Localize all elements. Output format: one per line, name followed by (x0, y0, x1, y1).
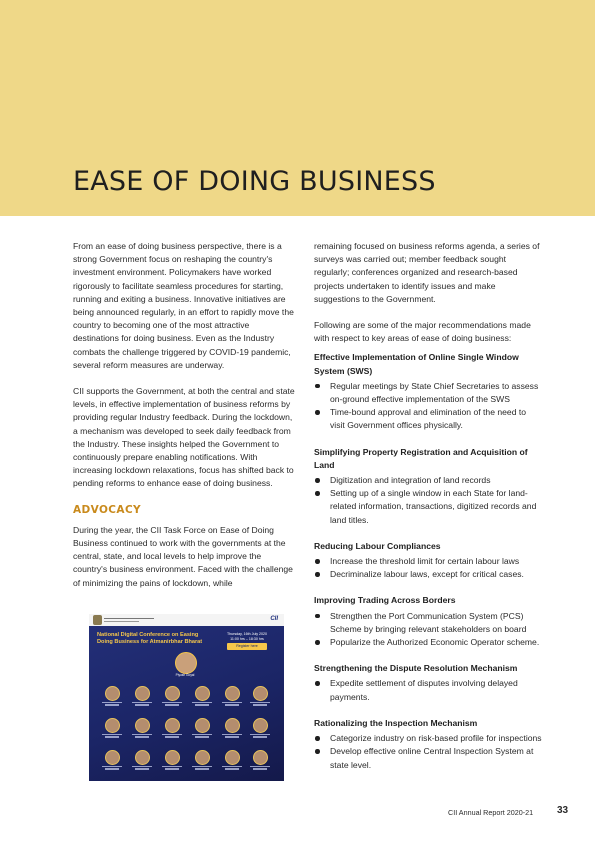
continuation-paragraph: remaining focused on business reforms agenda, a series of surveys was carried out; member feedback sought regularly; conferences organized and research-based projects undertaken to identify issues and make suggestions to the Government. (314, 241, 540, 304)
speaker-photo (195, 686, 210, 701)
speaker-photo (225, 686, 240, 701)
page-number: 33 (557, 805, 569, 816)
speaker-photo (253, 718, 268, 733)
list-item: Digitization and integration of land records (314, 474, 542, 487)
speaker-caption (128, 701, 156, 709)
list-item: Popularize the Authorized Economic Operator scheme. (314, 636, 542, 649)
speaker-photo (253, 750, 268, 765)
poster-date (216, 632, 278, 641)
recommendation-block (314, 540, 542, 582)
speaker-caption (98, 701, 126, 709)
cii-logo: CII (270, 616, 278, 622)
poster-org-text (104, 616, 154, 622)
recommendation-list (314, 474, 542, 527)
page-title: EASE OF DOING BUSINESS (73, 166, 436, 197)
recommendation-list (314, 610, 542, 650)
recommendation-title: Simplifying Property Registration and Acquisition of Land (314, 446, 528, 470)
speaker-photo (135, 750, 150, 765)
recommendations-intro: Following are some of the major recommendations made with respect to key areas of ease of doing business: (314, 320, 531, 344)
list-item: Strengthen the Port Communication System (PCS) Scheme by bringing relevant stakeholders on board (314, 610, 542, 636)
speaker-caption (188, 765, 216, 773)
recommendation-list (314, 732, 542, 772)
speaker-caption (188, 733, 216, 741)
conference-poster-image (89, 614, 284, 781)
poster-title: National Digital Conference on Easing Doing Business for Atmanirbhar Bharat (97, 632, 203, 645)
advocacy-heading: ADVOCACY (73, 503, 142, 516)
recommendation-block (314, 446, 542, 527)
speaker-photo (135, 686, 150, 701)
speaker-photo (165, 686, 180, 701)
speaker-caption (128, 733, 156, 741)
list-item: Regular meetings by State Chief Secretaries to assess on-ground effective implementation of the SWS (314, 380, 542, 406)
recommendation-block (314, 594, 542, 649)
speaker-photo (105, 718, 120, 733)
list-item: Expedite settlement of disputes involving delayed payments. (314, 677, 542, 703)
speaker-photo (195, 750, 210, 765)
speaker-caption (98, 733, 126, 741)
speaker-caption (218, 765, 246, 773)
list-item: Develop effective online Central Inspection System at state level. (314, 745, 542, 771)
footer-report-label: CII Annual Report 2020-21 (448, 808, 534, 817)
speaker-caption (218, 733, 246, 741)
right-column (314, 240, 542, 785)
speaker-caption (188, 701, 216, 709)
speaker-photo (105, 750, 120, 765)
speaker-caption (246, 765, 274, 773)
advocacy-paragraph: During the year, the CII Task Force on Ease of Doing Business continued to work with the governments at the central, state, and local levels to help improve the country's business environment. Faced with the challenge of minimizing the pains of lockdown, while (73, 524, 293, 588)
speaker-caption (246, 733, 274, 741)
intro-paragraph: From an ease of doing business perspective, there is a strong Government focus on reshaping the country's investment environment. Policymakers have worked rigorously to facilitate seamless procedures for starting, running and exiting a business. Innovative initiatives are being announced regularly, in an effort to rapidly move the country to becoming one of the most attractive destinations for doing business. Even as the Industry combats the challenge triggered by COVID-19 pandemic, several reform measures are underway. (73, 241, 294, 370)
chief-guest-name: Piyush Goyal (175, 673, 195, 677)
list-item: Setting up of a single window in each State for land-related information, transactions, digitized records and land titles. (314, 487, 542, 527)
speaker-caption (246, 701, 274, 709)
speaker-photo (165, 718, 180, 733)
chief-guest-photo (175, 652, 197, 674)
list-item: Increase the threshold limit for certain labour laws (314, 555, 542, 568)
recommendation-block (314, 717, 542, 772)
recommendation-list (314, 677, 542, 703)
speaker-photo (253, 686, 268, 701)
recommendation-title: Reducing Labour Compliances (314, 540, 441, 551)
cii-support-paragraph: CII supports the Government, at both the central and state levels, in effective implementation of business reforms by providing regular Industry feedback. During the lockdown, a mechanism was developed to seek daily feedback from the Industry. These insights helped the Government to continuously prepare enabling notifications. With increasing lockdown relaxations, focus has shifted back to pending reforms to enhance ease of doing business. (73, 386, 295, 489)
recommendation-title: Improving Trading Across Borders (314, 595, 456, 606)
poster-date-line: Thursday, 16th July 2020 (226, 632, 268, 636)
speaker-photo (165, 750, 180, 765)
emblem-icon (93, 615, 102, 625)
recommendation-title: Effective Implementation of Online Single Window System (SWS) (314, 352, 519, 376)
recommendation-title: Rationalizing the Inspection Mechanism (314, 717, 478, 728)
recommendation-title: Strengthening the Dispute Resolution Mechanism (314, 663, 518, 674)
list-item: Decriminalize labour laws, except for critical cases. (314, 568, 542, 581)
recommendation-list (314, 555, 542, 581)
list-item: Time-bound approval and elimination of the need to visit Government offices physically. (314, 406, 542, 432)
speaker-photo (225, 750, 240, 765)
list-item: Categorize industry on risk-based profile for inspections (314, 732, 542, 745)
poster-register-label: Register here (227, 643, 267, 650)
speaker-caption (158, 701, 186, 709)
speaker-caption (218, 701, 246, 709)
recommendation-block (314, 662, 542, 704)
recommendation-list (314, 380, 542, 433)
speaker-caption (158, 733, 186, 741)
speaker-photo (195, 718, 210, 733)
poster-time-line: 11:00 hrs – 18:30 hrs (230, 636, 264, 641)
speaker-caption (98, 765, 126, 773)
left-column (73, 240, 295, 603)
recommendation-block (314, 351, 542, 432)
speaker-photo (225, 718, 240, 733)
speaker-caption (158, 765, 186, 773)
speaker-photo (135, 718, 150, 733)
speaker-photo (105, 686, 120, 701)
speaker-caption (128, 765, 156, 773)
